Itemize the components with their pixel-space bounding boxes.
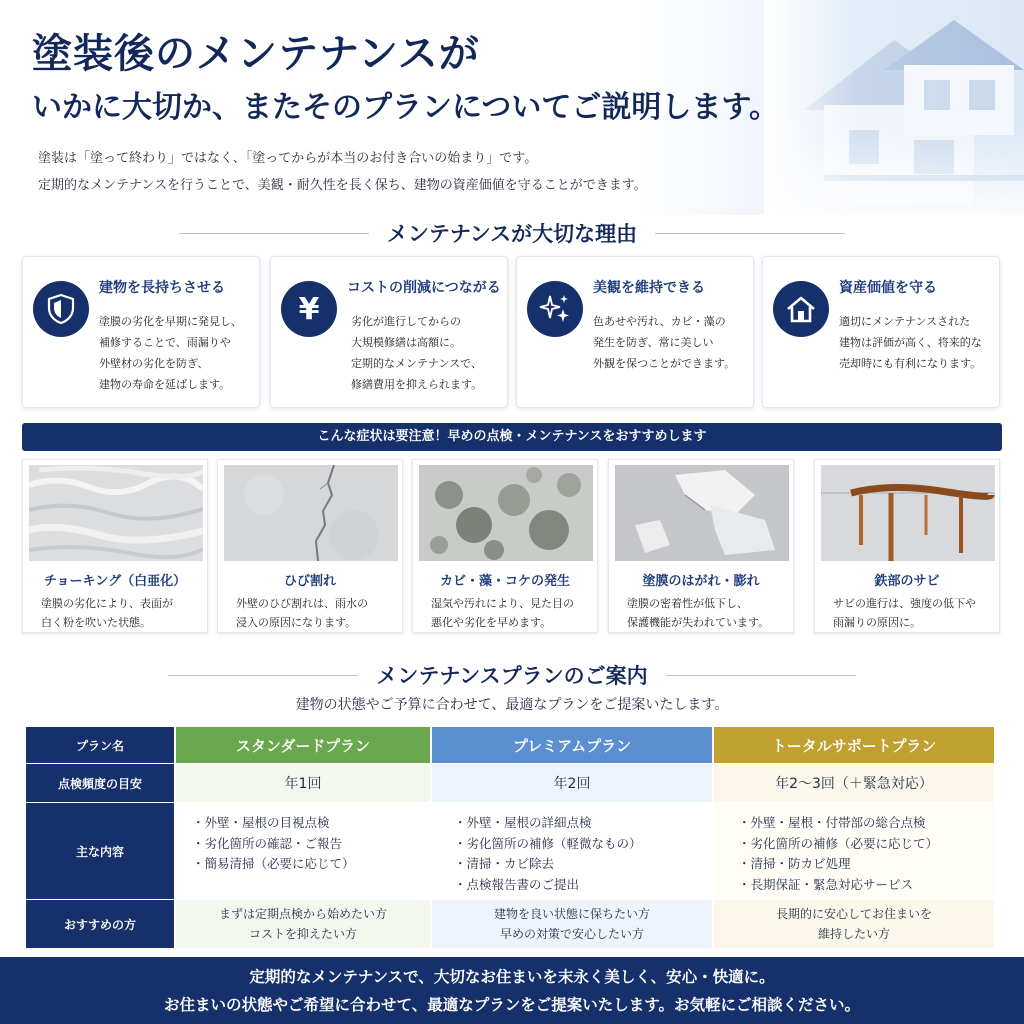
intro-text-2: 定期的なメンテナンスを行うことで、美観・耐久性を長く保ち、建物の資産価値を守ることができます。 [38, 178, 647, 193]
plans-subheading: 建物の状態やご予算に合わせて、最適なプランをご提案いたします。 [295, 697, 729, 713]
label-plan-name: プラン名 [26, 727, 174, 763]
yen-glyph: ¥ [298, 291, 320, 327]
footer-line-2: お住まいの状態やご希望に合わせて、最適なプランをご提案いたします。お気軽にご相談ください。 [164, 996, 860, 1014]
standard-content [176, 803, 430, 899]
recommended-line: 維持したい方 [817, 927, 890, 941]
divider [168, 675, 358, 676]
chalking-photo [29, 465, 203, 561]
list-item: ・簡易清掃（必要に応じて） [192, 856, 355, 871]
list-item: ・劣化箇所の補修（軽微なもの） [454, 835, 642, 851]
reason-title: 美観を維持できる [593, 280, 705, 296]
page-title: 塗装後のメンテナンスが [32, 30, 480, 77]
symptom-title: 鉄部のサビ [874, 574, 940, 589]
symptom-card-chalking [22, 459, 208, 633]
reason-desc: 適切にメンテナンスされた 建物は評価が高く、将来的な 売却時にも有利になります。 [839, 315, 982, 370]
intro-text-1: 塗装は「塗って終わり」ではなく、「塗ってからが本当のお付き合いの始まり」です。 [38, 151, 538, 166]
symptom-title: 塗膜のはがれ・膨れ [642, 574, 760, 589]
reason-title: コストの削減につながる [347, 280, 501, 296]
list-item: ・劣化箇所の補修（必要に応じて） [738, 835, 939, 851]
header-premium-plan: プレミアムプラン [432, 727, 712, 763]
recommended-line: まずは定期点検から始めたい方 [218, 907, 387, 921]
symptom-card-mold [412, 459, 598, 633]
plans-heading [0, 660, 1024, 690]
reason-desc: 劣化が進行してからの 大規模修繕は高額に。 定期的なメンテナンスで、 修繕費用を抑えられます。 [351, 315, 483, 391]
divider [666, 675, 856, 676]
page-subtitle: いかに大切か、またそのプランについてご説明します。 [32, 90, 779, 125]
symptom-title: ひび割れ [283, 574, 336, 589]
list-item: ・外壁・屋根の目視点検 [192, 815, 330, 830]
divider [655, 233, 845, 234]
recommended-line: コストを抑えたい方 [248, 927, 357, 941]
premium-recommended [432, 900, 712, 948]
label-content: 主な内容 [26, 803, 174, 899]
symptom-desc: 塗膜の劣化により、表面が 白く粉を吹いた状態。 [41, 597, 173, 629]
symptom-title: カビ・藻・コケの発生 [439, 574, 570, 589]
recommended-line: 早めの対策で安心したい方 [499, 927, 644, 941]
list-item: ・外壁・屋根・付帯部の総合点検 [738, 815, 926, 830]
reasons-heading-text: メンテナンスが大切な理由 [386, 222, 638, 246]
recommended-line: 建物を良い状態に保ちたい方 [493, 907, 650, 921]
recommended-line: 長期的に安心してお住まいを [775, 907, 932, 921]
mold-photo [419, 465, 593, 561]
reasons-heading [0, 218, 1024, 248]
reason-title: 建物を長持ちさせる [99, 280, 225, 296]
divider [179, 233, 369, 234]
reason-card-longevity [22, 256, 260, 408]
house-photo [764, 0, 1024, 215]
premium-frequency: 年2回 [432, 764, 712, 802]
premium-content [432, 803, 712, 899]
plans-heading-text: メンテナンスプランのご案内 [376, 664, 648, 688]
reason-title: 資産価値を守る [839, 280, 937, 296]
standard-frequency: 年1回 [176, 764, 430, 802]
list-item: ・劣化箇所の確認・ご報告 [192, 835, 343, 851]
symptom-desc: サビの進行は、強度の低下や 雨漏りの原因に。 [833, 597, 976, 629]
hero-section [0, 0, 1024, 215]
list-item: ・点検報告書のご提出 [454, 876, 580, 892]
reason-card-cost [270, 256, 508, 408]
symptom-title: チョーキング（白亜化） [43, 574, 187, 589]
reason-desc: 塗膜の劣化を早期に発見し、 補修することで、雨漏りや 外壁材の劣化を防ぎ、 建物の寿命を延ばします。 [99, 315, 242, 391]
total-support-content [714, 803, 994, 899]
footer [0, 957, 1024, 1024]
symptom-card-crack [217, 459, 403, 633]
symptoms-banner: こんな症状は要注意！早めの点検・メンテナンスをおすすめします [22, 423, 1002, 451]
list-item: ・清掃・防カビ処理 [738, 856, 851, 871]
symptom-desc: 湿気や汚れにより、見た目の 悪化や劣化を早めます。 [431, 597, 574, 629]
reason-card-asset [762, 256, 1000, 408]
total-support-recommended [714, 900, 994, 948]
total-support-frequency: 年2〜3回（＋緊急対応） [714, 764, 994, 802]
peeling-photo [615, 465, 789, 561]
symptom-card-rust [814, 459, 1000, 633]
reason-card-appearance [516, 256, 754, 408]
label-frequency: 点検頻度の目安 [26, 764, 174, 802]
symptom-desc: 塗膜の密着性が低下し、 保護機能が失われています。 [627, 597, 770, 629]
symptom-desc: 外壁のひび割れは、雨水の 浸入の原因になります。 [236, 597, 368, 629]
header-standard-plan: スタンダードプラン [176, 727, 430, 763]
footer-line-1: 定期的なメンテナンスで、大切なお住まいを末永く美しく、安心・快適に。 [249, 968, 775, 986]
list-item: ・外壁・屋根の詳細点検 [454, 815, 592, 830]
list-item: ・長期保証・緊急対応サービス [738, 876, 914, 892]
header-total-support-plan: トータルサポートプラン [714, 727, 994, 763]
list-item: ・清掃・カビ除去 [454, 856, 555, 871]
standard-recommended [176, 900, 430, 948]
label-recommended: おすすめの方 [26, 900, 174, 948]
crack-photo [224, 465, 398, 561]
reason-desc: 色あせや汚れ、カビ・藻の 発生を防ぎ、常に美しい 外観を保つことができます。 [593, 315, 736, 370]
rust-photo [821, 465, 995, 561]
symptom-card-peeling [608, 459, 794, 633]
